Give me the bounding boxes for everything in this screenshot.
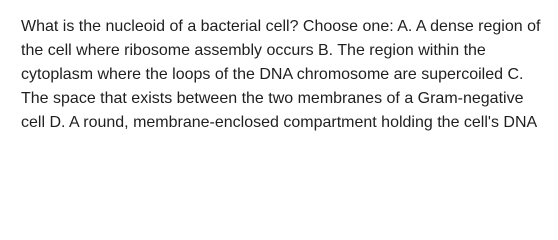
question-text: What is the nucleoid of a bacterial cell? Choose one: A. A dense region of the cell where ribosome assembly occurs B. The region within the cytoplasm where the loops of the DNA chromosome are supercoiled C. The space that exists between the two membranes of a Gram-negative cell D. A round, membrane-enclosed compartment holding the cell's DNA <box>21 18 541 131</box>
